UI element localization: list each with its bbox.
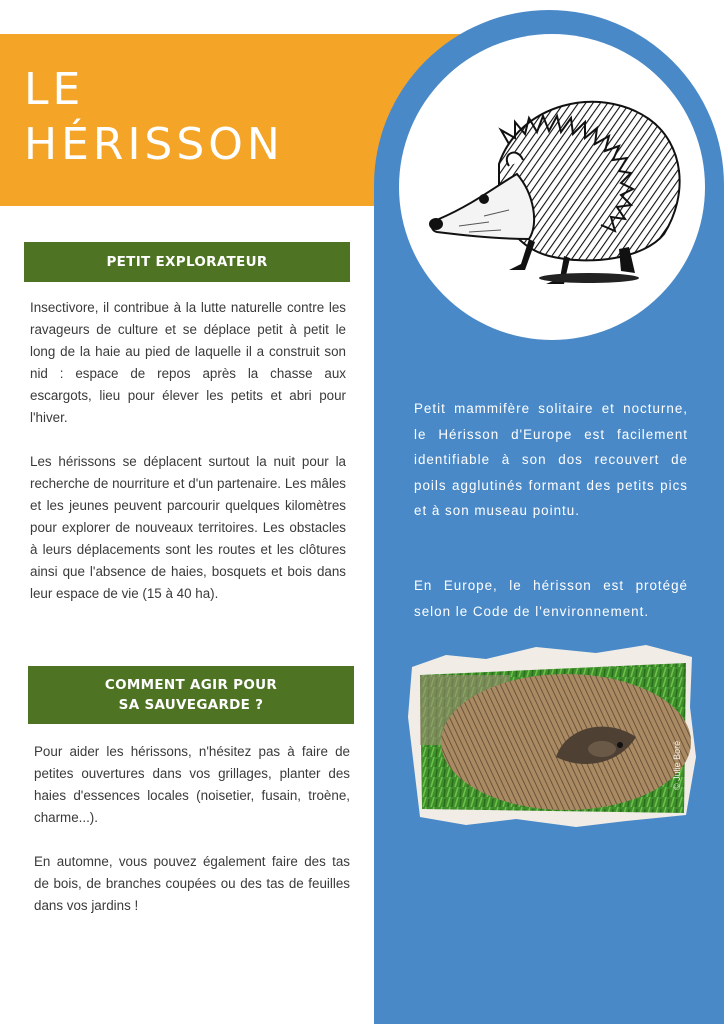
hedgehog-illustration <box>399 34 705 340</box>
paragraph: Insectivore, il contribue à la lutte naturelle contre les ravageurs de culture et se déplace petit à petit le long de la haie au pied de laquelle il a construit son nid : espace de repos après la chasse aux escargots, lieu pour élever les petits et abri pour l'hiver. <box>30 300 346 425</box>
hedgehog-photo <box>406 637 698 829</box>
photo-credit: © Julie Boré <box>672 740 682 790</box>
aside-paragraph: En Europe, le hérisson est protégé selon le Code de l'environnement. <box>414 578 688 619</box>
title-line-1: LE <box>24 64 85 115</box>
title-line-2: HÉRISSON <box>24 119 284 170</box>
section-heading-petit-explorateur <box>24 242 350 282</box>
page-title <box>24 62 284 172</box>
paragraph: En automne, vous pouvez également faire des tas de bois, de branches coupées ou des tas de feuilles dans vos jardins ! <box>34 854 350 913</box>
heading-line-2: SA SAUVEGARDE ? <box>118 697 264 713</box>
paragraph: Les hérissons se déplacent surtout la nuit pour la recherche de nourriture et d'un partenaire. Les mâles et les jeunes peuvent parcourir quelques kilomètres pour explorer de nouveaux territoires. Les obstacles à leurs déplacements sont les routes et les clôtures ainsi que l'absence de haies, bosquets et bois dans leur espace de vie (15 à 40 ha). <box>30 454 346 601</box>
photo-image <box>406 637 698 829</box>
heading-text: PETIT EXPLORATEUR <box>106 254 268 270</box>
paragraph: Pour aider les hérissons, n'hésitez pas à faire de petites ouvertures dans vos grillages, planter des haies d'essences locales (noisetier, fusain, troène, charme...). <box>34 744 350 825</box>
illustration-circle <box>399 34 705 340</box>
section-heading-comment-agir <box>28 666 354 724</box>
heading-line-1: COMMENT AGIR POUR <box>104 677 278 693</box>
aside-paragraph: Petit mammifère solitaire et nocturne, le Hérisson d'Europe est facilement identifiable à son dos recouvert de poils agglutinés formant des petits pics et à son museau pointu. <box>414 401 688 518</box>
